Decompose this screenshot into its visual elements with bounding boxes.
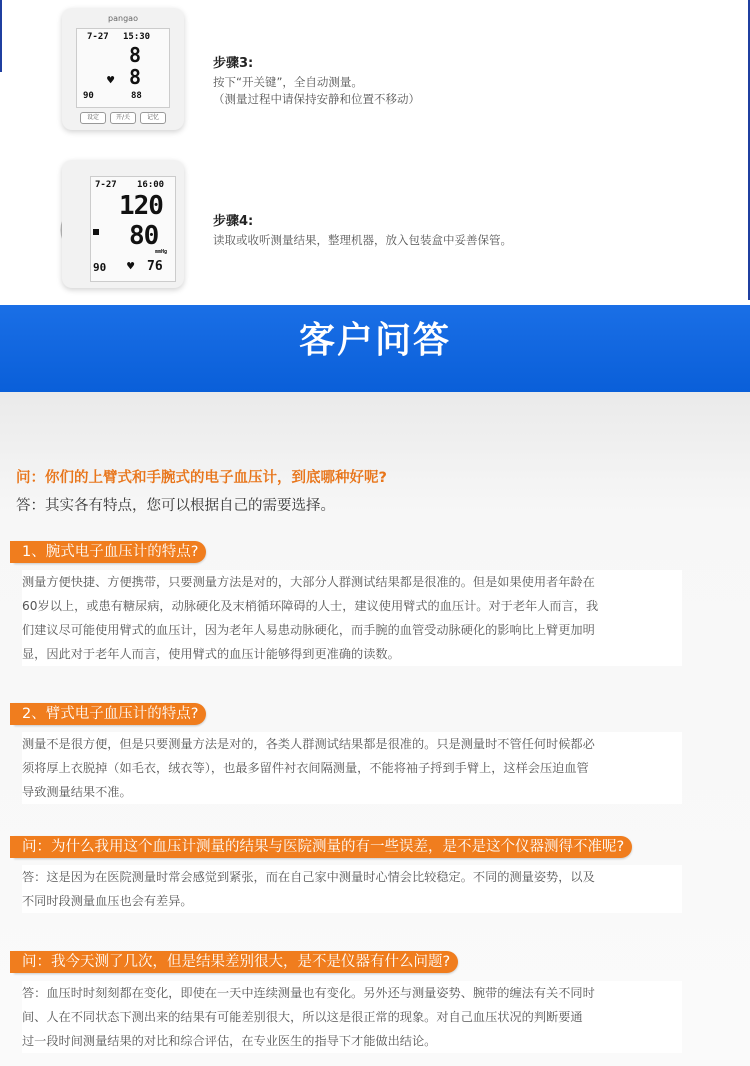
step4-title: 步骤4: [213,214,254,229]
question-1: 问：你们的上臂式和手腕式的电子血压计，到底哪种好呢? [16,470,387,486]
lcd-date: 7-27 [95,180,117,190]
lcd-time: 15:30 [123,32,151,42]
step3-title: 步骤3: [213,56,254,71]
paragraph-line: 导致测量结果不准。 [22,785,132,799]
lcd-date: 7-27 [87,32,109,42]
step3-line2: （测量过程中请保持安静和位置不移动） [213,92,420,106]
answer-1: 答：其实各有特点，您可以根据自己的需要选择。 [16,498,335,514]
device-button: 记忆 [140,112,166,124]
paragraph-line: 答：这是因为在医院测量时常会感觉到紧张，而在自己家中测量时心情会比较稳定。不同的测量姿势，以及 [22,870,595,884]
heart-icon: ♥ [107,73,115,87]
lcd-diastolic: 80 [129,221,159,251]
monitor-image-step4 [62,160,184,288]
paragraph-line: 间、人在不同状态下测出来的结果有可能差别很大，所以这是很正常的现象。对自己血压状况的判断要通 [22,1010,583,1024]
paragraph-line: 过一段时间测量结果的对比和综合评估，在专业医生的指导下才能做出结论。 [22,1034,437,1048]
lcd-digit: 8 [129,43,141,67]
step3-text [213,52,420,108]
paragraph-error [22,865,682,913]
section-heading-arm: 2、臂式电子血压计的特点? [14,703,206,725]
step3-line1: 按下“开关键”，全自动测量。 [213,75,363,89]
lcd-digit: 8 [129,65,141,89]
monitor-image-step3 [62,8,184,130]
device-buttons [80,112,166,124]
lcd-screen [76,28,170,108]
lcd-pulse-value: 76 [147,259,163,274]
steps-section [0,0,750,300]
paragraph-line: 显，因此对于老年人而言，使用臂式的血压计能够得到更准确的读数。 [22,647,400,661]
step4-line1: 读取或收听测量结果，整理机器，放入包装盒中妥善保管。 [213,233,512,247]
paragraph-line: 60岁以上，或患有糖尿病，动脉硬化及末梢循环障碍的人士，建议使用臂式的血压计。对于老年人而言，我 [22,599,599,613]
paragraph-wrist [22,570,682,666]
lcd-pulse: 90 [93,261,107,274]
left-edge-line [0,0,2,72]
paragraph-line: 答：血压时时刻刻都在变化，即使在一天中连续测量也有变化。另外还与测量姿势、腕带的缠法有关不同时 [22,986,595,1000]
lcd-time: 16:00 [137,180,165,190]
qa-banner-title: 客户问答 [298,320,451,361]
paragraph-line: 须将厚上衣脱掉（如毛衣，绒衣等），也最多留件衬衣间隔测量，不能将袖子捋到手臂上，这样会压迫血管 [22,761,589,775]
paragraph-line: 们建议尽可能使用臂式的血压计，因为老年人易患动脉硬化，而手腕的血管受动脉硬化的影响比上臂更加明 [22,623,595,637]
brand-label: pangao [108,14,138,23]
question-heading-error: 问：为什么我用这个血压计测量的结果与医院测量的有一些误差，是不是这个仪器测得不准呢? [14,836,632,858]
device-button: 设定 [80,112,106,124]
device-button: 开/关 [110,112,136,124]
lcd-screen [90,176,176,282]
paragraph-line: 不同时段测量血压也会有差异。 [22,894,193,908]
paragraph-line: 测量方便快捷、方便携带，只要测量方法是对的，大部分人群测试结果都是很准的。但是如果使用者年龄在 [22,575,595,589]
lcd-indicator [93,229,99,235]
paragraph-arm [22,732,682,804]
lcd-pulse: 90 [83,91,94,101]
section-heading-wrist: 1、腕式电子血压计的特点? [14,541,206,563]
lcd-systolic: 120 [119,191,163,221]
step4-text [213,210,512,249]
lcd-unit: mmHg [155,249,168,255]
lcd-digit: 88 [131,91,142,101]
heart-icon: ♥ [127,259,135,273]
paragraph-line: 测量不是很方便，但是只要测量方法是对的，各类人群测试结果都是很准的。只是测量时不管任何时候都必 [22,737,595,751]
question-heading-variance: 问：我今天测了几次，但是结果差别很大，是不是仪器有什么问题? [14,951,458,973]
paragraph-variance [22,981,682,1053]
